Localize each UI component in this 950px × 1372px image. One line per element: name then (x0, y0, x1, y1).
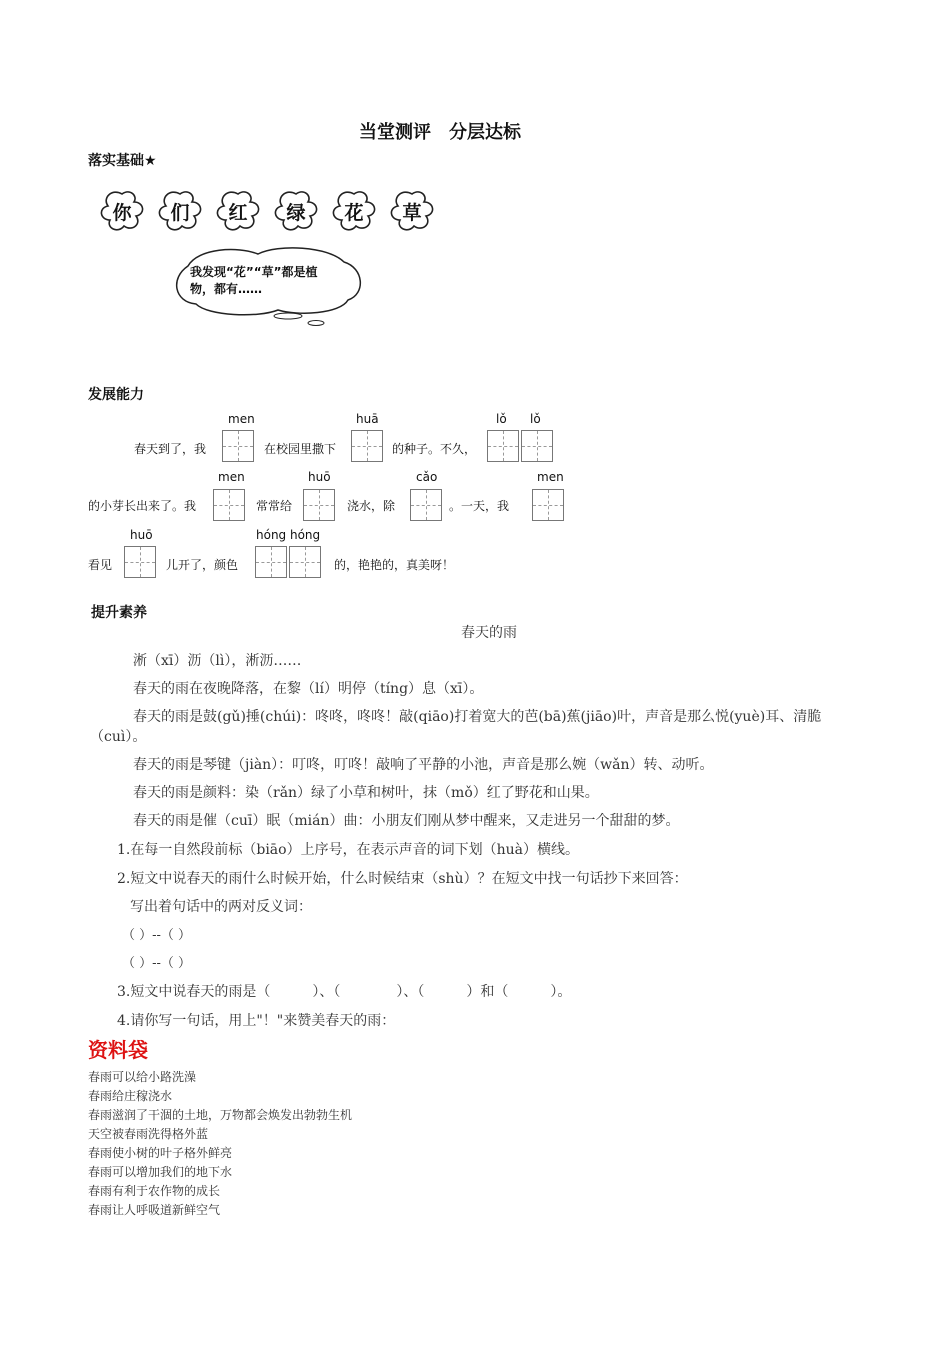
exercise-text: 春天到了，我 (134, 442, 207, 456)
exercise-text: 常常给 (256, 499, 293, 513)
resource-item: 春雨让人呼吸道新鲜空气 (88, 1203, 221, 1217)
antonym-blank-1[interactable]: （ ）--（ ） (122, 928, 192, 943)
pinyin-label: lǒ (496, 412, 507, 426)
pinyin-label: men (228, 412, 255, 426)
writing-box[interactable] (532, 489, 564, 521)
pinyin-label: men (537, 470, 564, 484)
pinyin-label: huō (130, 528, 153, 542)
story-paragraph: 春天的雨是琴键（jiàn）：叮咚，叮咚！敲响了平静的小池，声音是那么婉（wǎn）转、动听。 (133, 757, 714, 773)
flower-char: 你 (112, 202, 132, 224)
flower-char-4 (274, 190, 318, 232)
question-1: 1.在每一自然段前标（biāo）上序号，在表示声音的词下划（huà）横线。 (117, 842, 579, 858)
pinyin-label: hóng hóng (256, 528, 321, 542)
flower-char: 草 (402, 202, 422, 224)
story-paragraph-wrap: （cuì）。 (90, 729, 147, 745)
flower-char: 红 (228, 202, 248, 224)
writing-box[interactable] (213, 489, 245, 521)
question-3: 3.短文中说春天的雨是（ ）、（ ）、（ ）和（ ）。 (117, 984, 572, 1000)
resource-bag-heading: 资料袋 (88, 1038, 148, 1062)
resource-item: 天空被春雨洗得格外蓝 (88, 1127, 209, 1141)
question-2: 2.短文中说春天的雨什么时候开始，什么时候结束（shù）？在短文中找一句话抄下来回答： (117, 871, 688, 887)
story-paragraph: 春天的雨是催（cuī）眠（mián）曲：小朋友们刚从梦中醒来，又走进另一个甜甜的梦。 (133, 813, 680, 829)
story-title: 春天的雨 (461, 625, 517, 641)
page-title: 当堂测评 分层达标 (359, 122, 521, 143)
pinyin-label: lǒ (530, 412, 541, 426)
antonym-blank-2[interactable]: （ ）--（ ） (122, 956, 192, 971)
writing-box[interactable] (410, 489, 442, 521)
writing-box[interactable] (255, 546, 287, 578)
exercise-text: 。一天，我 (449, 499, 510, 513)
story-paragraph: 春天的雨是颜料：染（rǎn）绿了小草和树叶，抹（mǒ）红了野花和山果。 (133, 785, 599, 801)
writing-box[interactable] (351, 430, 383, 462)
flower-char: 们 (170, 202, 190, 224)
pinyin-label: huō (308, 470, 331, 484)
pinyin-label: huā (356, 412, 379, 426)
story-paragraph: 春天的雨是鼓(gǔ)捶(chúi)：咚咚，咚咚！敲(qiāo)打着宽大的芭(bā)蕉(jiāo)叶，声音是那么悦(yuè)耳、清脆 (133, 709, 822, 725)
writing-box[interactable] (303, 489, 335, 521)
flower-char: 花 (344, 202, 364, 224)
section-heading-improvement: 提升素养 (91, 605, 147, 621)
writing-box[interactable] (521, 430, 553, 462)
section-heading-development: 发展能力 (88, 387, 144, 403)
resource-item: 春雨使小树的叶子格外鲜亮 (88, 1146, 233, 1160)
story-paragraph: 淅（xī）沥（lì），淅沥…… (133, 653, 302, 669)
exercise-text: 的小芽长出来了。我 (88, 499, 197, 513)
pinyin-label: men (218, 470, 245, 484)
thought-bubble-text: 我发现“花”“草”都是植物，都有…… (190, 265, 318, 296)
story-paragraph: 春天的雨在夜晚降落，在黎（lí）明停（tíng）息（xī）。 (133, 681, 484, 697)
writing-box[interactable] (124, 546, 156, 578)
resource-item: 春雨可以给小路洗澡 (88, 1070, 197, 1084)
exercise-text: 在校园里撒下 (264, 442, 337, 456)
exercise-text: 儿开了，颜色 (166, 558, 239, 572)
exercise-text: 的，艳艳的，真美呀！ (334, 558, 455, 572)
exercise-text: 浇水，除 (347, 499, 396, 513)
flower-char-2 (158, 190, 202, 232)
writing-box[interactable] (289, 546, 321, 578)
exercise-text: 看见 (88, 558, 113, 572)
writing-box[interactable] (222, 430, 254, 462)
resource-item: 春雨滋润了干涸的土地，万物都会焕发出勃勃生机 (88, 1108, 353, 1122)
section-heading-basics: 落实基础★ (88, 153, 157, 169)
resource-item: 春雨给庄稼浇水 (88, 1089, 173, 1103)
resource-item: 春雨可以增加我们的地下水 (88, 1165, 233, 1179)
question-2-sub: 写出着句话中的两对反义词： (130, 899, 312, 915)
resource-item: 春雨有利于农作物的成长 (88, 1184, 221, 1198)
flower-char-1 (100, 190, 144, 232)
pinyin-label: cǎo (416, 470, 438, 484)
flower-char-5 (332, 190, 376, 232)
question-4: 4.请你写一句话，用上"！"来赞美春天的雨： (117, 1013, 396, 1029)
flower-char-3 (216, 190, 260, 232)
flower-char: 绿 (286, 202, 306, 224)
exercise-text: 的种子。不久， (392, 442, 477, 456)
writing-box[interactable] (487, 430, 519, 462)
flower-char-6 (390, 190, 434, 232)
